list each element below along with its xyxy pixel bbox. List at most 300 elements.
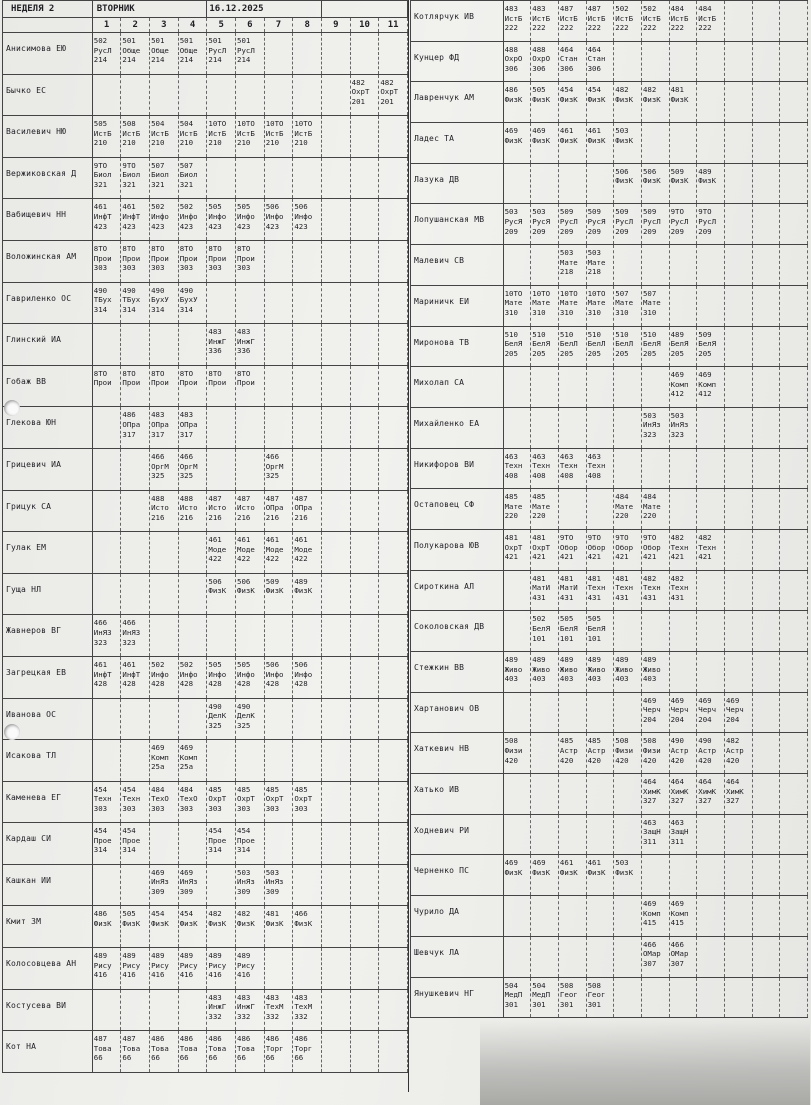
lesson-cell — [121, 33, 150, 75]
period-number: 8 — [293, 18, 322, 33]
group-code: 504 — [179, 119, 194, 129]
lesson-cell — [350, 33, 379, 75]
room-number: 327 — [698, 796, 712, 806]
group-code: 486 — [294, 1034, 308, 1044]
lesson-cell — [379, 1031, 408, 1073]
group-code: 506 — [642, 166, 657, 176]
group-code: 466 — [642, 939, 657, 949]
room-number: 408 — [587, 470, 601, 480]
lesson-cell — [752, 326, 780, 367]
group-code: 505 — [208, 202, 222, 212]
room-number: 314 — [93, 304, 108, 314]
lesson-cell — [558, 245, 586, 286]
lesson-cell — [293, 116, 322, 158]
room-number: 423 — [237, 221, 251, 231]
teacher-row — [3, 656, 408, 698]
lesson-cell — [121, 906, 150, 948]
subject-abbr: Мате — [504, 501, 523, 511]
teacher-name: Хатько ИВ — [411, 774, 504, 815]
room-number: 421 — [642, 552, 657, 562]
lesson-cell — [264, 407, 293, 449]
lesson-cell — [92, 740, 121, 782]
lesson-cell — [586, 285, 614, 326]
lesson-cell — [92, 781, 121, 823]
lesson-cell — [641, 448, 669, 489]
lesson-cell — [724, 407, 752, 448]
lesson-cell — [264, 324, 293, 366]
subject-abbr: ФизК — [504, 868, 523, 878]
group-code: 510 — [615, 329, 629, 339]
lesson-cell — [531, 204, 559, 245]
subject-abbr: Техн — [532, 461, 551, 471]
subject-abbr: Инфо — [179, 211, 198, 221]
subject-abbr: ИстБ — [122, 128, 141, 138]
room-number: 311 — [642, 836, 657, 846]
lesson-cell — [322, 948, 351, 990]
lesson-cell — [531, 977, 559, 1018]
group-code: 10ТО — [208, 119, 227, 129]
room-number: 209 — [615, 226, 629, 236]
teacher-name: Грицук СА — [3, 490, 93, 532]
lesson-cell — [752, 692, 780, 733]
lesson-cell — [558, 204, 586, 245]
group-code: 508 — [587, 980, 601, 990]
lesson-cell — [614, 1, 642, 42]
subject-abbr: Исто — [151, 503, 169, 513]
room-number: 303 — [237, 803, 251, 813]
subject-abbr: РусЛ — [698, 217, 717, 227]
lesson-cell — [669, 692, 697, 733]
lesson-cell — [293, 656, 322, 698]
lesson-cell — [293, 906, 322, 948]
lesson-cell — [724, 489, 752, 530]
lesson-cell — [697, 570, 725, 611]
lesson-cell — [121, 740, 150, 782]
group-code: 461 — [587, 126, 601, 136]
date-label: 16.12.2025 — [207, 1, 322, 18]
lesson-cell — [379, 823, 408, 865]
subject-abbr: Обор — [587, 542, 606, 552]
room-number: 428 — [237, 679, 251, 689]
teacher-name: Вабищевич НН — [3, 199, 93, 241]
group-code: 461 — [208, 535, 222, 545]
lesson-cell — [503, 529, 531, 570]
lesson-cell — [121, 615, 150, 657]
lesson-cell — [207, 781, 236, 823]
lesson-cell — [641, 1, 669, 42]
lesson-cell — [503, 489, 531, 530]
subject-abbr: ИстБ — [532, 13, 551, 23]
subject-abbr: Инфо — [179, 669, 198, 679]
room-number: 416 — [208, 970, 222, 980]
lesson-cell — [614, 529, 642, 570]
lesson-cell — [614, 204, 642, 245]
lesson-cell — [503, 285, 531, 326]
subject-abbr: Обор — [615, 542, 634, 552]
group-code: 489 — [587, 655, 601, 664]
teacher-name: Малевич СВ — [411, 245, 504, 286]
room-number: 210 — [151, 138, 165, 148]
subject-abbr: ФизК — [642, 94, 661, 104]
room-number: 403 — [532, 674, 546, 684]
room-number: 66 — [179, 1053, 189, 1063]
lesson-cell — [752, 529, 780, 570]
lesson-cell — [322, 448, 351, 490]
lesson-cell — [503, 814, 531, 855]
lesson-cell — [780, 814, 808, 855]
lesson-cell — [697, 936, 725, 977]
subject-abbr: Физи — [642, 745, 661, 755]
subject-abbr: ФизК — [504, 94, 523, 104]
subject-abbr: БелЯ — [698, 339, 717, 349]
lesson-cell — [350, 74, 379, 116]
group-code: 8ТО — [179, 243, 194, 253]
lesson-cell — [614, 692, 642, 733]
teacher-name: Янушкевич НГ — [411, 977, 504, 1018]
subject-abbr: ТБух — [122, 295, 141, 305]
room-number: 420 — [698, 755, 712, 765]
lesson-cell — [264, 157, 293, 199]
lesson-cell — [322, 324, 351, 366]
lesson-cell — [150, 199, 179, 241]
lesson-cell — [178, 33, 207, 75]
room-number: 303 — [179, 803, 194, 813]
room-number: 422 — [208, 554, 222, 564]
lesson-cell — [724, 692, 752, 733]
group-code: 469 — [532, 126, 546, 136]
lesson-cell — [614, 448, 642, 489]
group-code: 504 — [532, 980, 546, 990]
lesson-cell — [236, 199, 265, 241]
room-number: 66 — [208, 1053, 218, 1063]
lesson-cell — [752, 82, 780, 123]
room-number: 323 — [642, 430, 657, 440]
subject-abbr: ИстБ — [265, 128, 284, 138]
subject-abbr: ФизК — [559, 868, 578, 878]
group-code: 483 — [208, 327, 222, 337]
group-code: 461 — [93, 659, 108, 669]
room-number: 301 — [504, 999, 518, 1009]
subject-abbr: Инфо — [208, 669, 227, 679]
teacher-row — [3, 240, 408, 282]
lesson-cell — [322, 740, 351, 782]
room-number: 408 — [559, 470, 574, 480]
subject-abbr: Рису — [179, 960, 198, 970]
lesson-cell — [379, 573, 408, 615]
group-code: 464 — [642, 777, 657, 787]
group-code: 9ТО — [615, 532, 629, 542]
subject-abbr: ФизК — [532, 868, 551, 878]
lesson-cell — [752, 977, 780, 1018]
subject-abbr: ОхрТ — [237, 794, 255, 804]
subject-abbr: Техн — [670, 583, 689, 593]
lesson-cell — [558, 489, 586, 530]
room-number: 218 — [587, 267, 601, 277]
subject-abbr: Комп — [698, 379, 717, 389]
subject-abbr: ТехО — [151, 794, 169, 804]
subject-abbr: Геог — [559, 990, 578, 1000]
room-number: 309 — [237, 887, 251, 897]
lesson-cell — [178, 740, 207, 782]
room-number: 421 — [559, 552, 574, 562]
subject-abbr: Мате — [532, 501, 551, 511]
subject-abbr: Живо — [532, 664, 551, 674]
lesson-cell — [641, 774, 669, 815]
lesson-cell — [558, 529, 586, 570]
subject-abbr: ИстБ — [642, 13, 661, 23]
group-code: 463 — [559, 451, 574, 461]
lesson-cell — [236, 365, 265, 407]
lesson-cell — [121, 656, 150, 698]
subject-abbr: ИнфТ — [93, 211, 112, 221]
subject-abbr: Черч — [698, 705, 717, 715]
lesson-cell — [264, 740, 293, 782]
lesson-cell — [614, 245, 642, 286]
room-number: 431 — [587, 592, 601, 602]
lesson-cell — [641, 896, 669, 937]
room-number: 66 — [122, 1053, 132, 1063]
group-code: 454 — [122, 784, 136, 794]
lesson-cell — [92, 1031, 121, 1073]
group-code: 484 — [698, 4, 712, 13]
group-code: 461 — [559, 858, 574, 868]
room-number: 210 — [208, 138, 222, 148]
lesson-cell — [350, 282, 379, 324]
lesson-cell — [150, 864, 179, 906]
teacher-row — [411, 529, 808, 570]
teacher-row — [411, 448, 808, 489]
lesson-cell — [350, 989, 379, 1031]
room-number: 431 — [642, 592, 657, 602]
subject-abbr: ИнЯз — [642, 420, 661, 430]
group-code: 505 — [559, 614, 574, 624]
subject-abbr: Инфо — [265, 669, 284, 679]
group-code: 454 — [151, 909, 165, 919]
lesson-cell — [558, 1, 586, 42]
lesson-cell — [379, 33, 408, 75]
teacher-row — [3, 324, 408, 366]
teacher-row — [3, 157, 408, 199]
lesson-cell — [503, 407, 531, 448]
lesson-cell — [121, 199, 150, 241]
lesson-cell — [724, 367, 752, 408]
lesson-cell — [724, 163, 752, 204]
group-code: 10ТО — [559, 288, 578, 298]
lesson-cell — [697, 407, 725, 448]
room-number: 317 — [179, 429, 194, 439]
room-number: 303 — [122, 803, 136, 813]
group-code: 505 — [587, 614, 601, 624]
room-number: 66 — [151, 1053, 160, 1063]
subject-abbr: Инфо — [151, 211, 169, 221]
subject-abbr: ФизК — [504, 135, 523, 145]
room-number: 303 — [237, 263, 251, 273]
lesson-cell — [92, 282, 121, 324]
lesson-cell — [350, 365, 379, 407]
lesson-cell — [264, 448, 293, 490]
header-blank — [322, 1, 408, 18]
lesson-cell — [669, 82, 697, 123]
lesson-cell — [752, 407, 780, 448]
subject-abbr: Исто — [179, 503, 198, 513]
subject-abbr: ФизК — [698, 176, 717, 186]
teacher-name: Воложинская АМ — [3, 240, 93, 282]
subject-abbr: ФизК — [294, 586, 313, 596]
lesson-cell — [503, 855, 531, 896]
subject-abbr: ОПра — [122, 419, 141, 429]
room-number: 301 — [559, 999, 574, 1009]
subject-abbr: ФизК — [532, 94, 551, 104]
subject-abbr: Геог — [587, 990, 606, 1000]
group-code: 10ТО — [504, 288, 523, 298]
lesson-cell — [236, 240, 265, 282]
group-code: 483 — [208, 992, 222, 1002]
room-number: 220 — [504, 511, 518, 521]
lesson-cell — [379, 157, 408, 199]
lesson-cell — [236, 948, 265, 990]
group-code: 508 — [642, 736, 657, 746]
lesson-cell — [697, 163, 725, 204]
lesson-cell — [379, 740, 408, 782]
subject-abbr: Черч — [642, 705, 661, 715]
group-code: 482 — [380, 77, 394, 87]
subject-abbr: Прое — [122, 835, 141, 845]
room-number: 216 — [265, 512, 280, 522]
lesson-cell — [724, 855, 752, 896]
teacher-row — [3, 365, 408, 407]
group-code: 454 — [237, 826, 251, 836]
group-code: 482 — [670, 532, 684, 542]
group-code: 507 — [615, 288, 629, 298]
teacher-row — [411, 489, 808, 530]
subject-abbr: БелЯ — [504, 339, 523, 349]
teacher-row — [411, 123, 808, 164]
group-code: 482 — [698, 532, 712, 542]
subject-abbr: Рису — [208, 960, 227, 970]
room-number: 209 — [698, 226, 712, 236]
lesson-cell — [350, 532, 379, 574]
group-code: 482 — [725, 736, 740, 746]
lesson-cell — [92, 532, 121, 574]
teacher-row — [3, 74, 408, 116]
lesson-cell — [92, 490, 121, 532]
subject-abbr: ИнфТ — [93, 669, 112, 679]
lesson-cell — [207, 407, 236, 449]
teacher-name: Каменева ЕГ — [3, 781, 93, 823]
group-code: 502 — [615, 4, 629, 13]
group-code: 463 — [532, 451, 546, 461]
lesson-cell — [697, 733, 725, 774]
lesson-cell — [780, 448, 808, 489]
lesson-cell — [697, 814, 725, 855]
group-code: 482 — [642, 85, 657, 95]
lesson-cell — [724, 326, 752, 367]
lesson-cell — [586, 326, 614, 367]
lesson-cell — [752, 611, 780, 652]
subject-abbr: Торг — [294, 1043, 313, 1053]
group-code: 481 — [670, 85, 684, 95]
lesson-cell — [207, 157, 236, 199]
room-number: 216 — [179, 512, 194, 522]
group-code: 501 — [179, 36, 194, 45]
room-number: 306 — [504, 63, 518, 73]
lesson-cell — [150, 74, 179, 116]
lesson-cell — [503, 652, 531, 693]
lesson-cell — [780, 245, 808, 286]
lesson-cell — [350, 656, 379, 698]
room-number: 222 — [670, 23, 684, 33]
teacher-row — [411, 326, 808, 367]
subject-abbr: БелЯ — [532, 339, 551, 349]
subject-abbr: ИстБ — [179, 128, 198, 138]
teacher-name: Михайленко ЕА — [411, 407, 504, 448]
group-code: 8ТО — [122, 368, 136, 378]
lesson-cell — [780, 41, 808, 82]
group-code: 469 — [670, 899, 684, 909]
lesson-cell — [586, 1, 614, 42]
subject-abbr: ОргМ — [151, 461, 169, 471]
lesson-cell — [697, 123, 725, 164]
subject-abbr: ХимК — [725, 786, 744, 796]
lesson-cell — [379, 74, 408, 116]
teacher-row — [411, 1, 808, 42]
group-code: 487 — [208, 493, 222, 503]
room-number: 403 — [559, 674, 574, 684]
room-number: 336 — [237, 346, 251, 356]
lesson-cell — [558, 814, 586, 855]
room-number: 325 — [208, 720, 222, 730]
lesson-cell — [207, 324, 236, 366]
group-code: 509 — [698, 329, 712, 339]
group-code: 461 — [294, 535, 308, 545]
teacher-name: Колосовцева АН — [3, 948, 93, 990]
group-code: 503 — [615, 126, 629, 136]
subject-abbr: МатИ — [559, 583, 578, 593]
subject-abbr: Моде — [237, 544, 255, 554]
lesson-cell — [724, 245, 752, 286]
lesson-cell — [752, 163, 780, 204]
teacher-name: Лавренчук АМ — [411, 82, 504, 123]
lesson-cell — [752, 245, 780, 286]
group-code: 10ТО — [265, 119, 284, 129]
teacher-name: Хартанович ОВ — [411, 692, 504, 733]
room-number: 431 — [615, 592, 629, 602]
group-code: 469 — [642, 899, 657, 909]
lesson-cell — [293, 864, 322, 906]
group-code: 484 — [151, 784, 165, 794]
teacher-name: Шевчук ЛА — [411, 936, 504, 977]
group-code: 489 — [179, 951, 194, 961]
teacher-row — [3, 282, 408, 324]
group-code: 507 — [179, 160, 194, 170]
subject-abbr: Черч — [670, 705, 689, 715]
lesson-cell — [350, 199, 379, 241]
teacher-row — [3, 615, 408, 657]
group-code: 9ТО — [559, 532, 574, 542]
lesson-cell — [614, 123, 642, 164]
group-code: 489 — [294, 576, 308, 586]
subject-abbr: Торг — [265, 1043, 284, 1053]
room-number: 420 — [642, 755, 657, 765]
subject-abbr: БухУ — [179, 295, 198, 305]
lesson-cell — [752, 367, 780, 408]
group-code: 461 — [265, 535, 280, 545]
lesson-cell — [724, 1, 752, 42]
room-number: 309 — [151, 887, 165, 897]
subject-abbr: Прои — [151, 378, 169, 388]
group-code: 506 — [265, 202, 280, 212]
period-number: 7 — [264, 18, 293, 33]
